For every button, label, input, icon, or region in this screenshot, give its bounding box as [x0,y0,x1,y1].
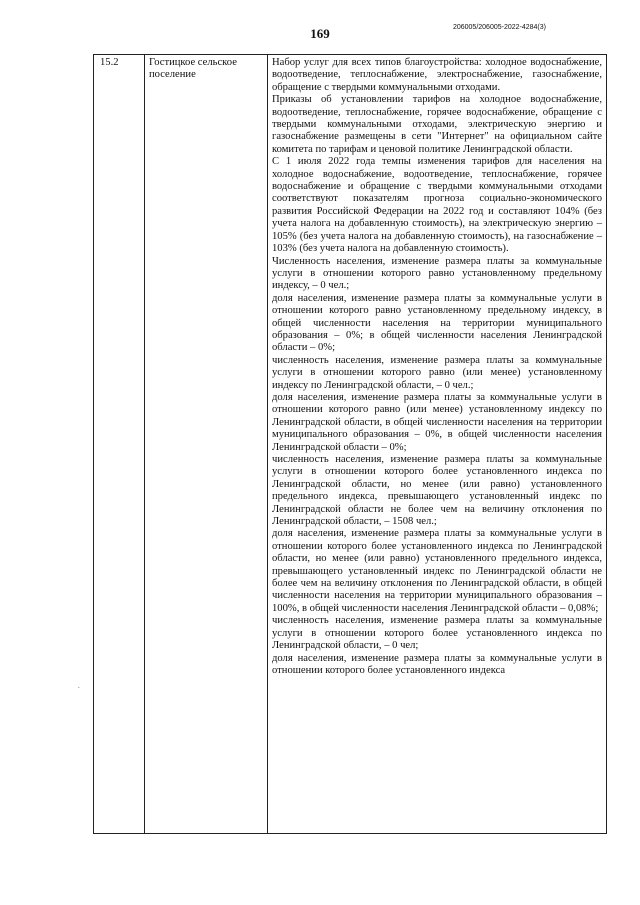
tariff-table [93,54,607,834]
paragraph: численность населения, изменение размера платы за коммунальные услуги в отношении которого равно (или менее) установленному индексу по Ленинградской области, – 0 чел.; [272,354,602,391]
side-mark: . [78,682,80,690]
document-code: 206005/206005-2022-4284(3) [452,24,546,31]
municipality-name: Гостицкое сельское поселение [145,55,268,834]
table-row [94,55,607,834]
paragraph: доля населения, изменение размера платы за коммунальные услуги в отношении которого более установленного индекса по Ленинградской области, но менее (или равно) установленного предельного индекса, превышающего установленный индекс по Ленинградской области не более чем на величину отклонения по Ленинградской области, в общей численности населения на территории муниципального образования – 100%, в общей численности населения Ленинградской области – 0,08%; [272,528,602,614]
paragraph: численность населения, изменение размера платы за коммунальные услуги в отношении которого более установленного индекса по Ленинградской области, – 0 чел; [272,615,602,652]
paragraph: Набор услуг для всех типов благоустройства: холодное водоснабжение, водоотведение, теплоснабжение, электроснабжение, газоснабжение, обращение с твердыми коммунальными отходами. [272,57,602,93]
paragraph: Приказы об установлении тарифов на холодное водоснабжение, водоотведение, теплоснабжение, горячее водоснабжение, обращение с твердыми коммунальными отходами, электрическую энергию и газоснабжение размещены в сети "Интернет" на официальном сайте комитета по тарифам и ценовой политике Ленинградской области. [272,94,602,155]
page-number: 169 [310,26,330,41]
paragraph: доля населения, изменение размера платы за коммунальные услуги в отношении которого равно установленному предельному индексу, в общей численности населения на территории муниципального образования – 0%; в общей численности населения Ленинградской области – 0%; [272,292,602,354]
paragraph: С 1 июля 2022 года темпы изменения тарифов для населения на холодное водоснабжение, водоотведение, теплоснабжение, горячее водоснабжение и обращение с твердыми коммунальными отходами соответствуют показателям прогноза социально-экономического развития Российской Федерации на 2022 год и составляют 104% (без учета налога на добавленную стоимость), на электрическую энергию – 105% (без учета налога на добавленную стоимость), на газоснабжение – 103% (без учета налога на добавленную стоимость). [272,156,602,255]
paragraph: доля населения, изменение размера платы за коммунальные услуги в отношении которого более установленного индекса [272,652,602,676]
row-description [268,55,607,834]
row-number: 15.2 [94,55,145,834]
paragraph: Численность населения, изменение размера платы за коммунальные услуги в отношении которого равно установленному предельному индексу, – 0 чел.; [272,255,602,292]
paragraph: доля населения, изменение размера платы за коммунальные услуги в отношении которого равно (или менее) установленному индексу по Ленинградской области, в общей численности населения на территории муниципального образования – 0%, в общей численности населения Ленинградской области – 0%; [272,391,602,453]
paragraph: численность населения, изменение размера платы за коммунальные услуги в отношении которого более установленного индекса по Ленинградской области, но менее (или равно) установленного предельного индекса, превышающего установленный индекс по Ленинградской области не более чем на величину отклонения по Ленинградской области, – 1508 чел.; [272,454,602,528]
